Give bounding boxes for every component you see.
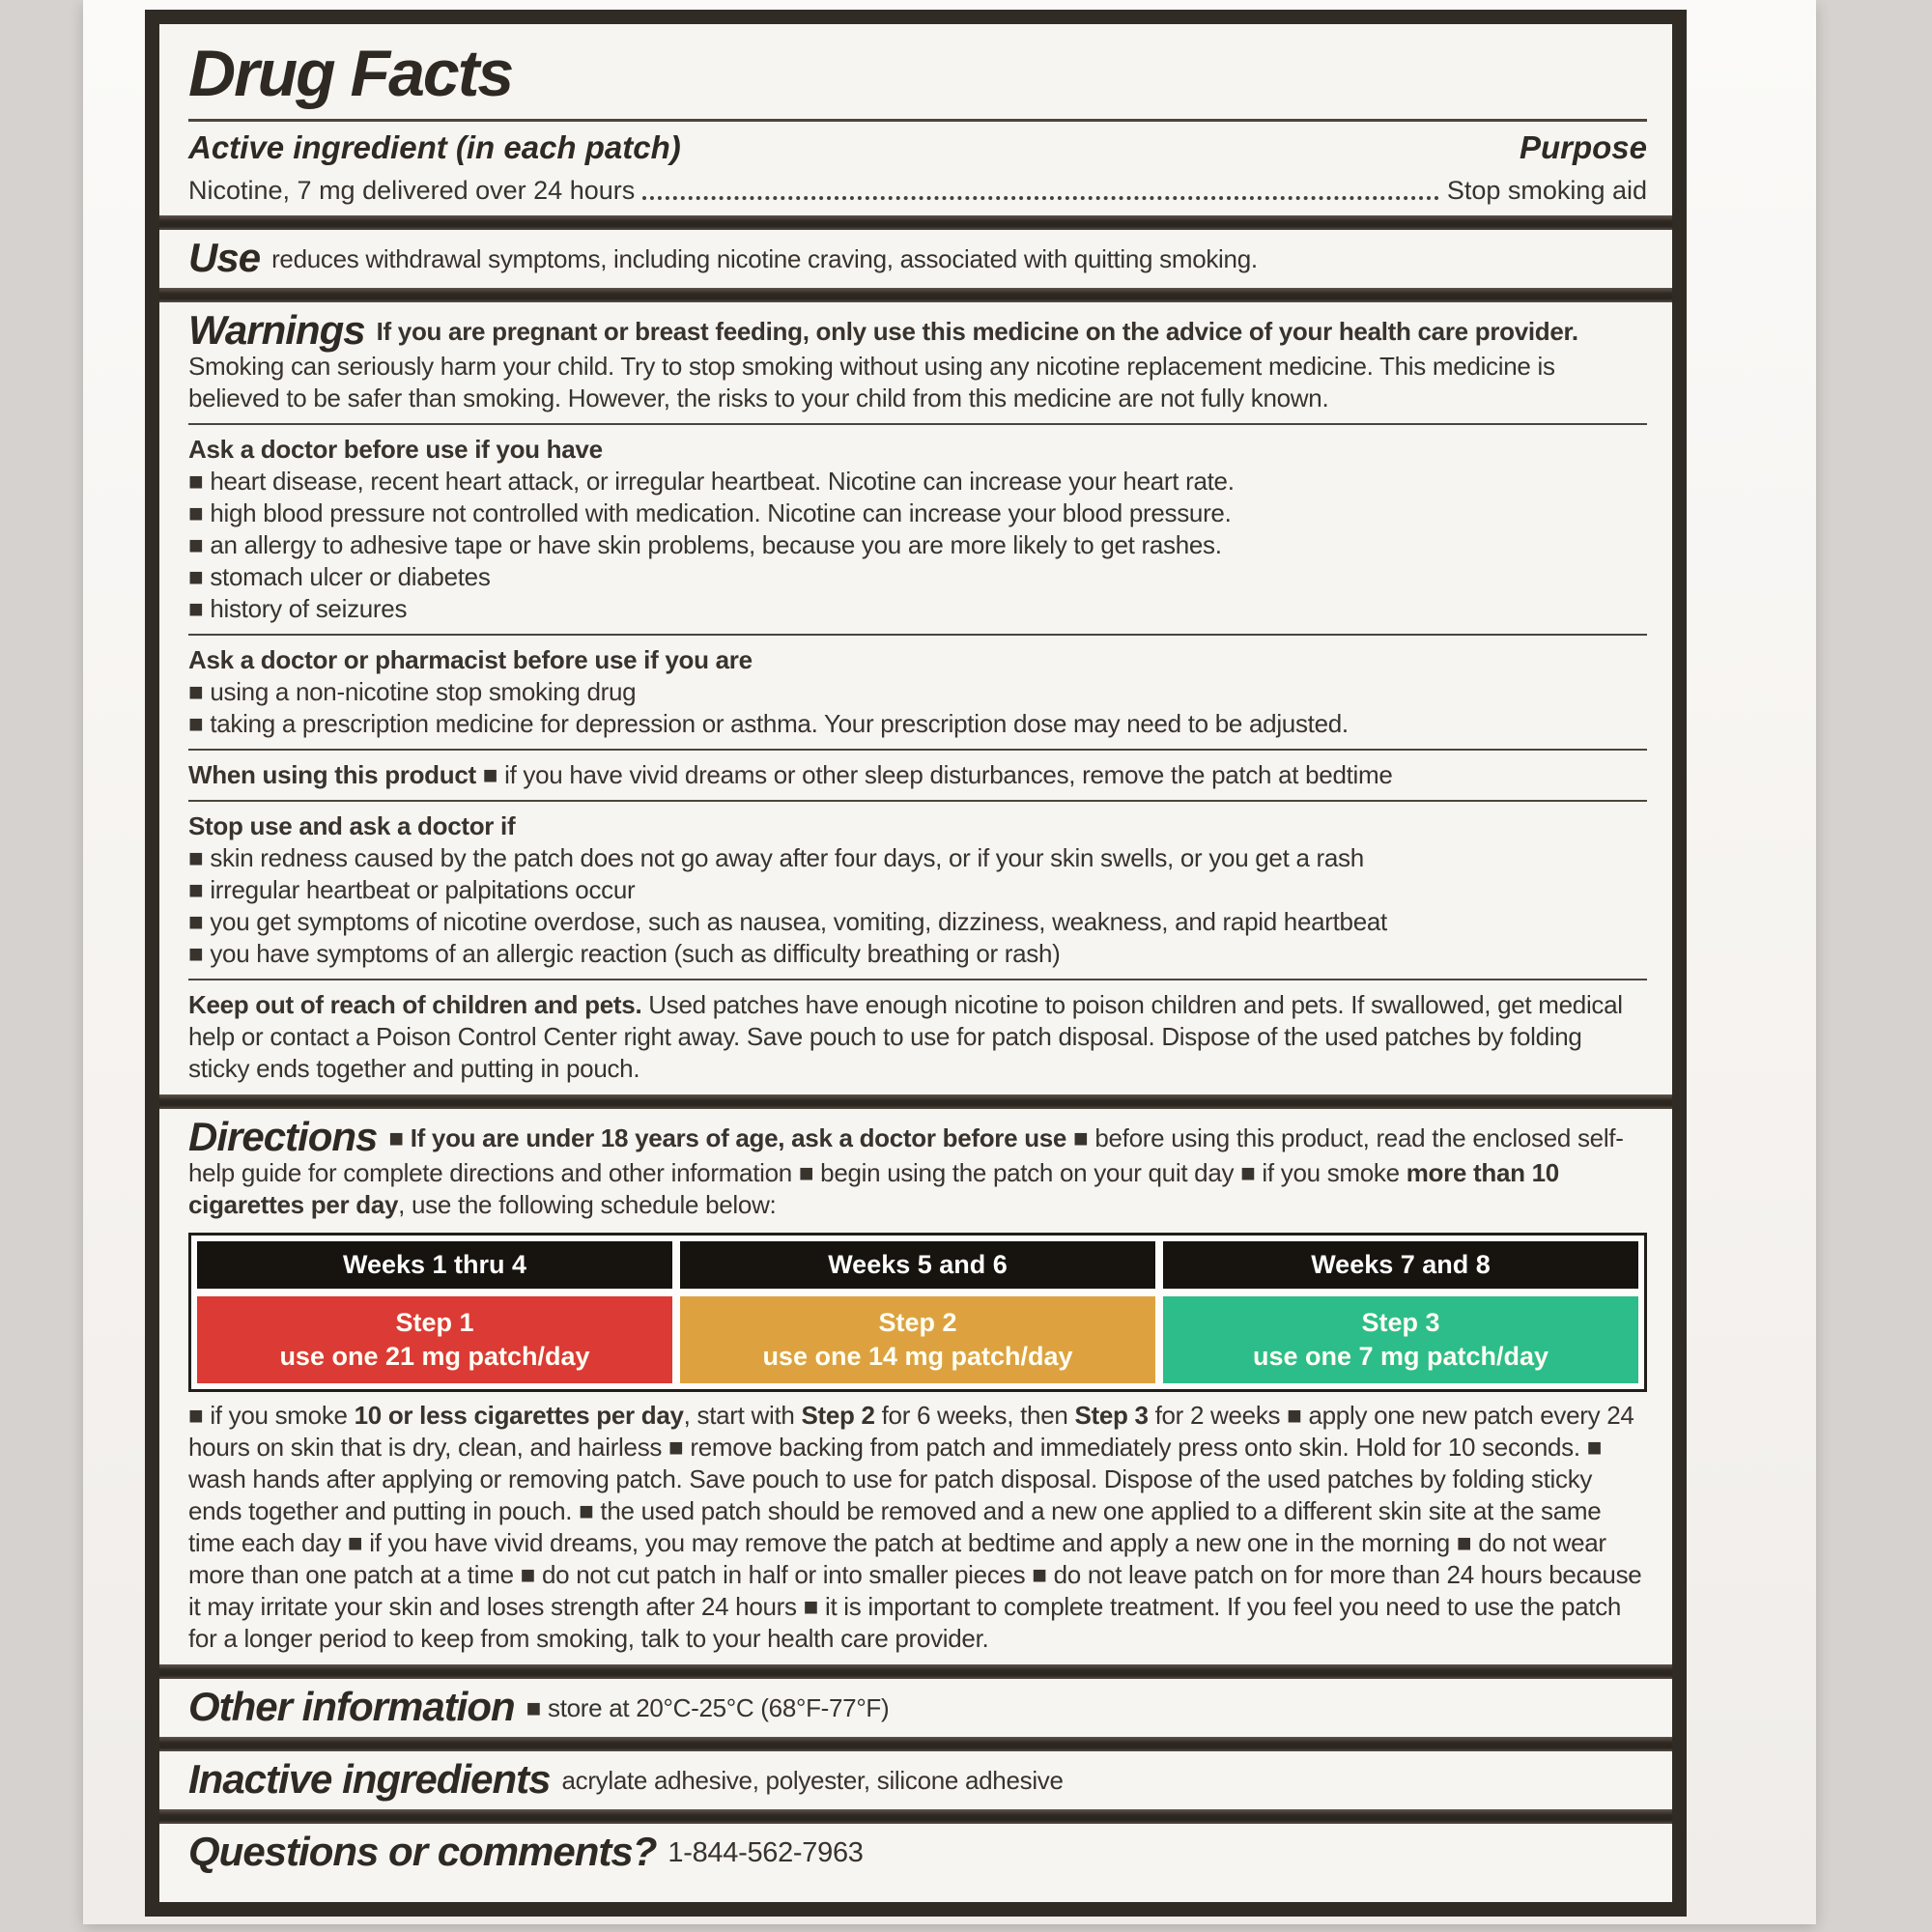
ask-doctor-heading: Ask a doctor before use if you have — [188, 435, 603, 464]
list-item: ■ using a non-nicotine stop smoking drug — [188, 677, 637, 706]
schedule-step-2-cell — [680, 1296, 1155, 1383]
section-divider-bar — [159, 1664, 1672, 1679]
other-information-text: ■ store at 20°C-25°C (68°F-77°F) — [526, 1693, 890, 1722]
schedule-step-1-cell — [197, 1296, 672, 1383]
warnings-subdivider — [188, 749, 1647, 751]
dotted-leader — [642, 196, 1439, 200]
list-item: ■ high blood pressure not controlled with medication. Nicotine can increase your blood pressure. — [188, 498, 1232, 527]
warnings-heading: Warnings — [188, 307, 365, 353]
list-item: ■ history of seizures — [188, 594, 408, 623]
schedule-header-weeks-5-6: Weeks 5 and 6 — [680, 1241, 1155, 1289]
use-section — [159, 230, 1672, 288]
header-section — [159, 24, 1672, 215]
list-item: ■ an allergy to adhesive tape or have skin problems, because you are more likely to get rashes. — [188, 530, 1222, 559]
section-divider-bar — [159, 1737, 1672, 1751]
step-detail: use one 21 mg patch/day — [279, 1342, 590, 1371]
directions-section — [159, 1109, 1672, 1664]
list-item: ■ irregular heartbeat or palpitations occur — [188, 875, 636, 904]
section-divider-bar — [159, 215, 1672, 230]
warnings-subdivider — [188, 423, 1647, 425]
ingredient-purpose-row — [188, 129, 1647, 166]
warnings-section — [159, 302, 1672, 1094]
section-divider-bar — [159, 1809, 1672, 1824]
schedule-header-weeks-1-4: Weeks 1 thru 4 — [197, 1241, 672, 1289]
purpose-heading: Purpose — [1519, 129, 1647, 165]
active-ingredient-heading: Active ingredient (in each patch) — [188, 129, 681, 165]
directions-details: ■ if you smoke 10 or less cigarettes per day, start with Step 2 for 6 weeks, then Step 3 for 2 weeks ■ apply one new patch every 24 hours on skin that is dry, clean, and hairless ■ remove backing from patch and immediately press onto skin. Hold for 10 seconds. ■ wash hands after applying or removing patch. Save pouch to use for patch disposal. Dispose of the used patches by folding sticky ends together and putting in pouch. ■ the used patch should be removed and a new one applied to a different skin site at the same time each day ■ if you have vivid dreams, you may remove the patch at bedtime and apply a new one in the morning ■ do not wear more than one patch at a time ■ do not cut patch in half or into smaller pieces ■ do not leave patch on for more than 24 hours because it may irritate your skin and loses strength after 24 hours ■ it is important to complete treatment. If you feel you need to use the patch for a longer period to keep from smoking, talk to your health care provider. — [188, 1401, 1642, 1653]
ingredient-row — [188, 176, 1647, 206]
other-information-heading: Other information — [188, 1684, 515, 1729]
schedule-header-weeks-7-8: Weeks 7 and 8 — [1163, 1241, 1638, 1289]
list-item: ■ taking a prescription medicine for depression or asthma. Your prescription dose may need to be adjusted. — [188, 709, 1349, 738]
title-divider — [188, 119, 1647, 122]
warnings-intro — [188, 307, 1647, 414]
drug-facts-panel — [145, 10, 1687, 1917]
other-information-section — [159, 1679, 1672, 1737]
when-using-text: When using this product ■ if you have vivid dreams or other sleep disturbances, remove the patch at bedtime — [188, 760, 1393, 789]
warnings-subdivider — [188, 634, 1647, 636]
questions-section — [159, 1824, 1672, 1882]
stop-use-heading: Stop use and ask a doctor if — [188, 811, 516, 840]
step-label: Step 2 — [878, 1308, 957, 1337]
warnings-subdivider — [188, 979, 1647, 980]
questions-heading: Questions or comments? — [188, 1829, 657, 1874]
step-label: Step 3 — [1361, 1308, 1440, 1337]
inactive-ingredients-heading: Inactive ingredients — [188, 1756, 551, 1802]
directions-intro-text: ■ If you are under 18 years of age, ask a doctor before use ■ before using this product, read the enclosed self-help guide for complete directions and other information ■ begin using the patch on your quit day ■ if you smoke more than 10 cigarettes per day, use the following schedule below: — [188, 1123, 1624, 1219]
section-divider-bar — [159, 288, 1672, 302]
list-item: ■ stomach ulcer or diabetes — [188, 562, 491, 591]
warnings-intro-text: If you are pregnant or breast feeding, only use this medicine on the advice of your health care provider. Smoking can seriously harm your child. Try to stop smoking without using any nicotine replacement medicine. This medicine is believed to be safer than smoking. However, the risks to your child from this medicine are not fully known. — [188, 317, 1578, 412]
list-item: ■ skin redness caused by the patch does not go away after four days, or if your skin swells, or you get a rash — [188, 843, 1364, 872]
use-heading: Use — [188, 235, 261, 280]
ask-pharmacist-heading: Ask a doctor or pharmacist before use if you are — [188, 645, 753, 674]
package-panel — [83, 0, 1816, 1924]
step-detail: use one 7 mg patch/day — [1252, 1342, 1549, 1371]
section-divider-bar — [159, 1094, 1672, 1109]
step-label: Step 1 — [395, 1308, 474, 1337]
directions-heading: Directions — [188, 1114, 378, 1159]
step-detail: use one 14 mg patch/day — [762, 1342, 1073, 1371]
inactive-ingredients-text: acrylate adhesive, polyester, silicone adhesive — [561, 1766, 1064, 1795]
directions-intro — [188, 1114, 1647, 1221]
list-item: ■ you get symptoms of nicotine overdose, such as nausea, vomiting, dizziness, weakness, and rapid heartbeat — [188, 907, 1387, 936]
keep-out-text: Keep out of reach of children and pets. Used patches have enough nicotine to poison children and pets. If swallowed, get medical help or contact a Poison Control Center right away. Save pouch to use for patch disposal. Dispose of the used patches by folding sticky ends together and putting in pouch. — [188, 990, 1623, 1083]
page-title: Drug Facts — [188, 37, 513, 110]
warnings-subdivider — [188, 800, 1647, 802]
purpose-value: Stop smoking aid — [1446, 176, 1647, 205]
ingredient-name: Nicotine, 7 mg delivered over 24 hours — [188, 176, 636, 205]
list-item: ■ heart disease, recent heart attack, or irregular heartbeat. Nicotine can increase your heart rate. — [188, 467, 1235, 496]
dosing-schedule-table — [188, 1233, 1647, 1392]
inactive-ingredients-section — [159, 1751, 1672, 1809]
schedule-step-3-cell — [1163, 1296, 1638, 1383]
list-item: ■ you have symptoms of an allergic reaction (such as difficulty breathing or rash) — [188, 939, 1061, 968]
questions-phone-number: 1-844-562-7963 — [668, 1837, 864, 1868]
use-text: reduces withdrawal symptoms, including nicotine craving, associated with quitting smoking. — [271, 244, 1258, 273]
